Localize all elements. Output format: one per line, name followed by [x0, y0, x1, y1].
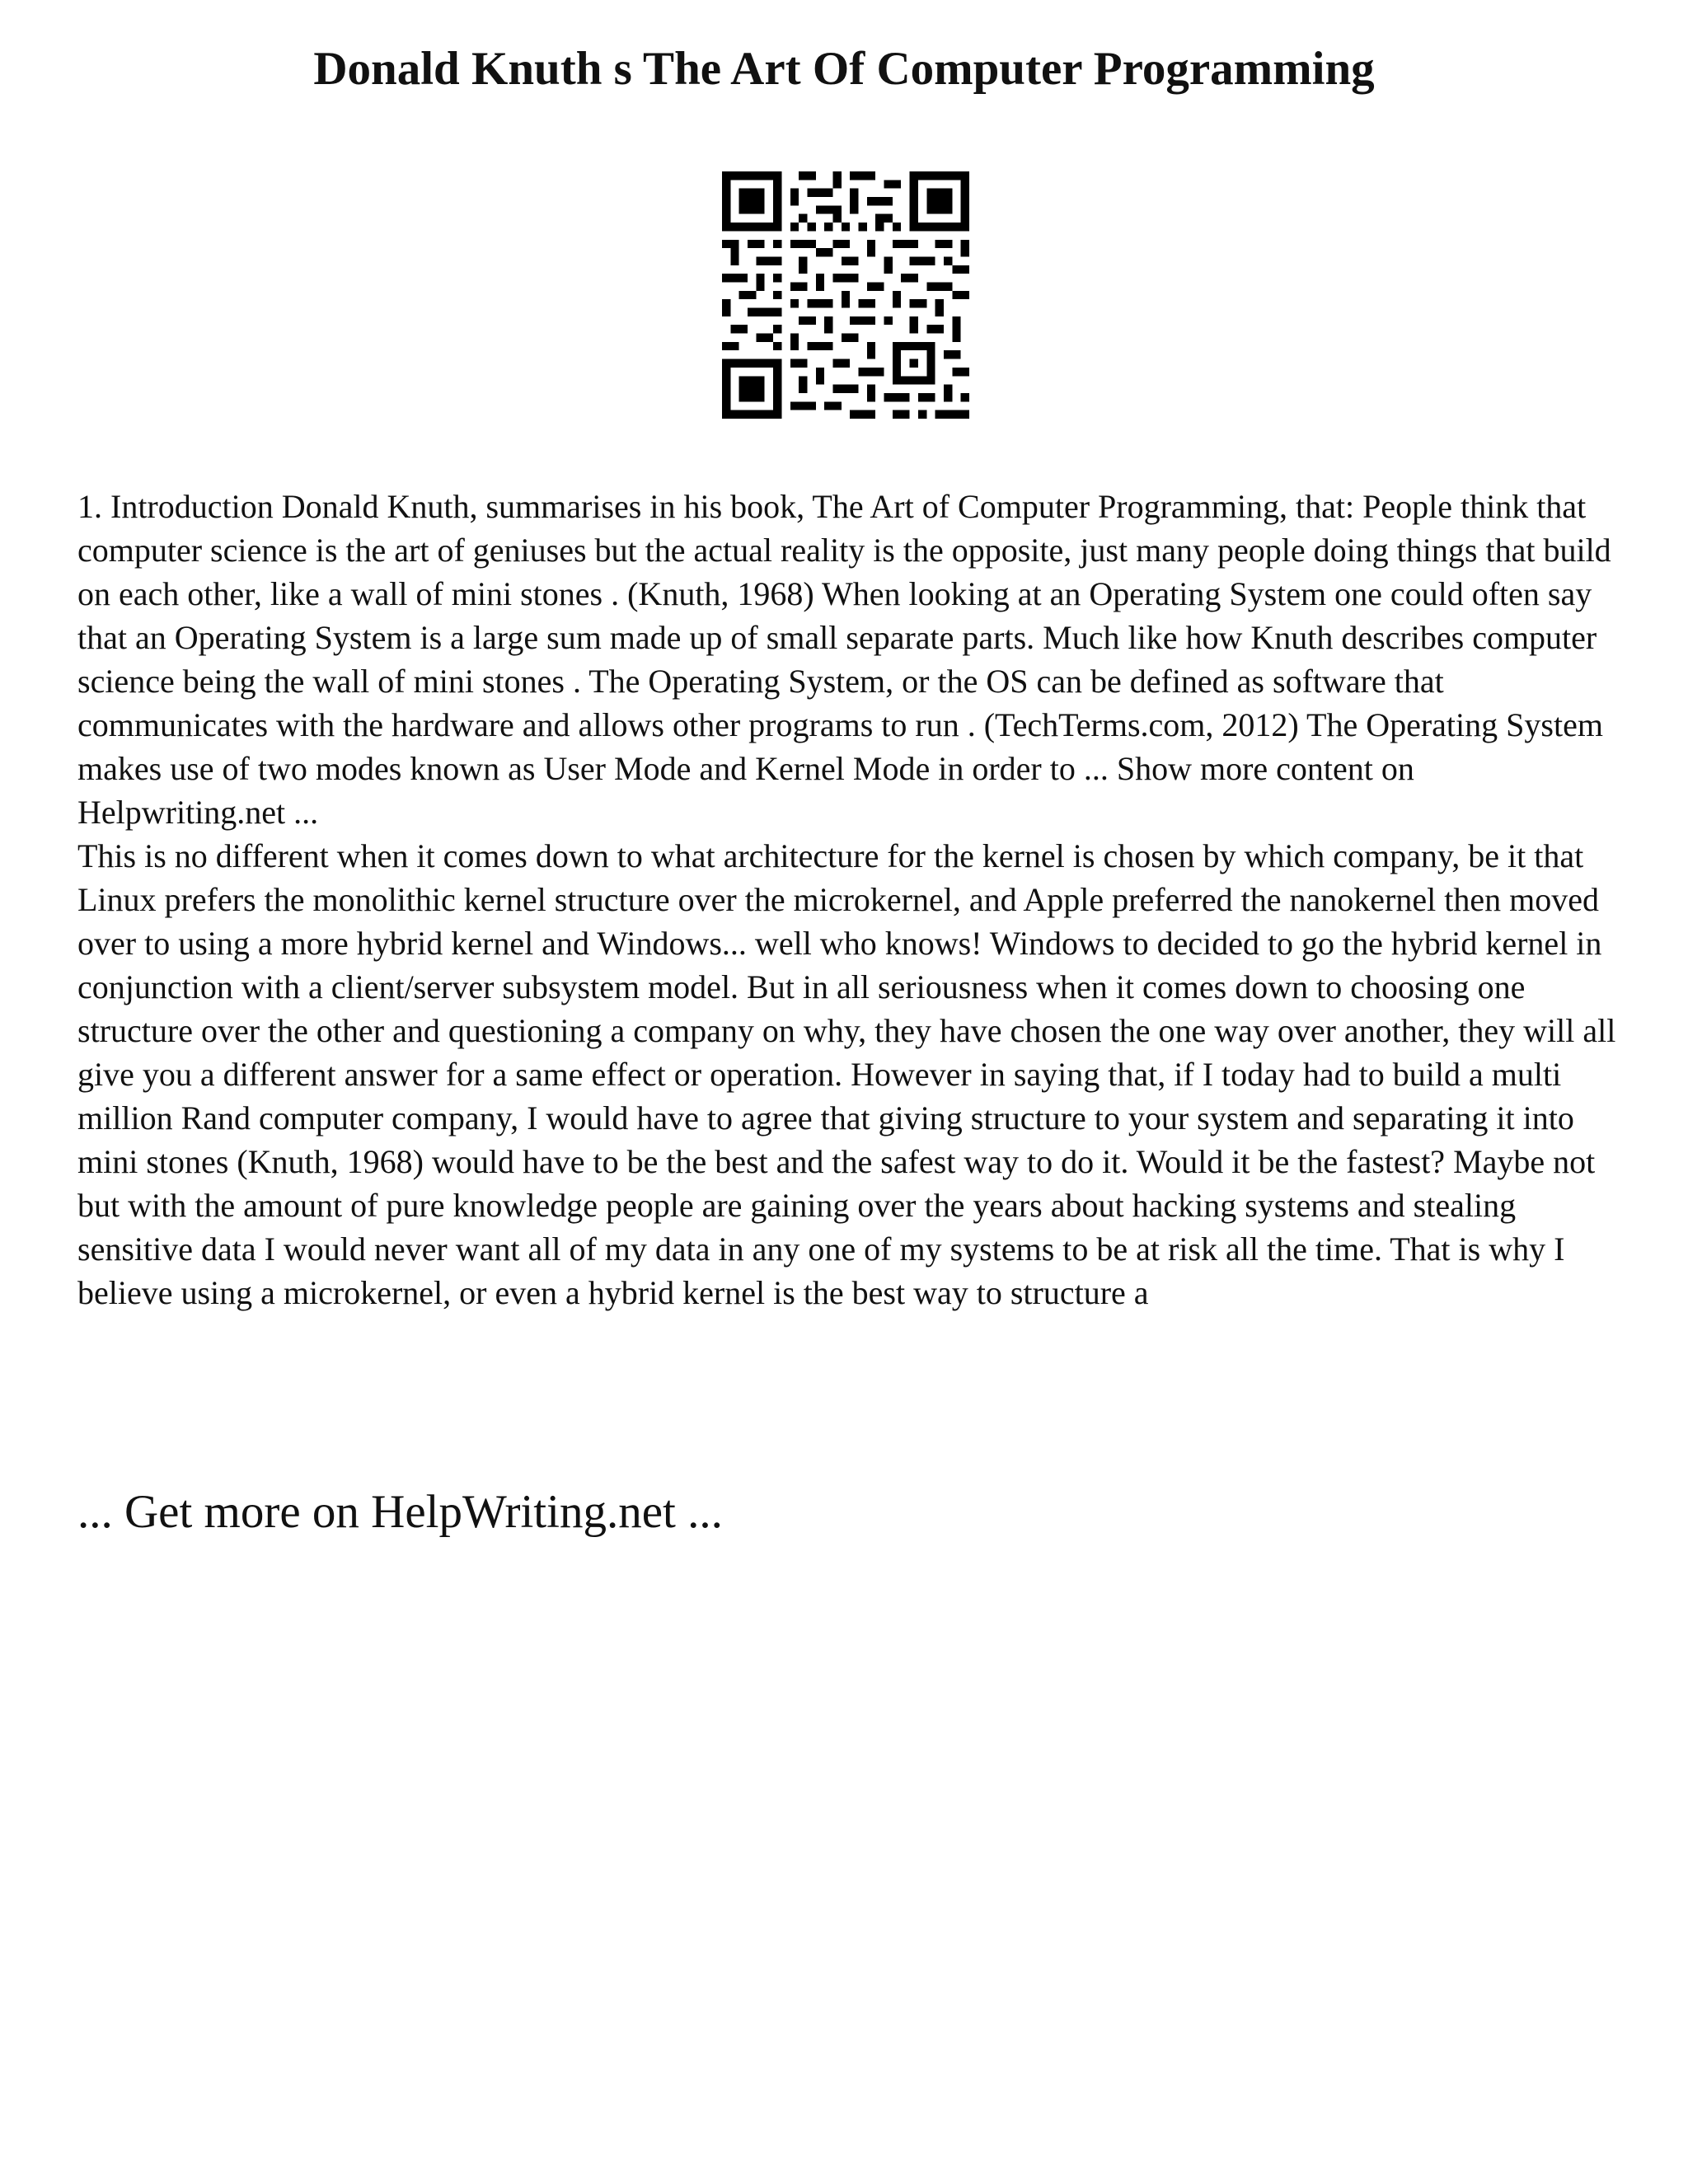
paragraph-kernel-architecture: This is no different when it comes down to what architecture for the kernel is chosen by which company, be it that Linux prefers the monolithic kernel structure over the microkernel, and Apple preferred the nanokernel then moved over to using a more hybrid kernel and Windows... well who knows! Windows to decided to go the hybrid kernel in conjunction with a client/server subsystem model. But in all seriousness when it comes down to choosing one structure over the other and questioning a company on why, they have chosen the one way over another, they will all give you a different answer for a same effect or operation. However in saying that, if I today had to build a multi million Rand computer company, I would have to agree that giving structure to your system and separating it into mini stones (Knuth, 1968) would have to be the best and the safest way to do it. Would it be the fastest? Maybe not but with the amount of pure knowledge people are gaining over the years about hacking systems and stealing sensitive data I would never want all of my data in any one of my systems to be at risk all the time. That is why I believe using a microkernel, or even a hybrid kernel is the best way to structure a — [77, 837, 1616, 1311]
document-title: Donald Knuth s The Art Of Computer Programming — [313, 43, 1375, 95]
qr-code-icon — [722, 171, 969, 419]
get-more-link[interactable]: ... Get more on HelpWriting.net ... — [77, 1486, 723, 1538]
paragraph-introduction: 1. Introduction Donald Knuth, summarises in his book, The Art of Computer Programming, that: People think that computer science is the art of geniuses but the actual reality is the opposite, just many people doing things that build on each other, like a wall of mini stones . (Knuth, 1968) When looking at an Operating System one could often say that an Operating System is a large sum made up of small separate parts. Much like how Knuth describes computer science being the wall of mini stones . The Operating System, or the OS can be defined as software that communicates with the hardware and allows other programs to run . (TechTerms.com, 2012) The Operating System makes use of two modes known as User Mode and Kernel Mode in order to ... Show more content on Helpwriting.net ... — [77, 488, 1611, 831]
article-body — [77, 485, 1627, 1315]
